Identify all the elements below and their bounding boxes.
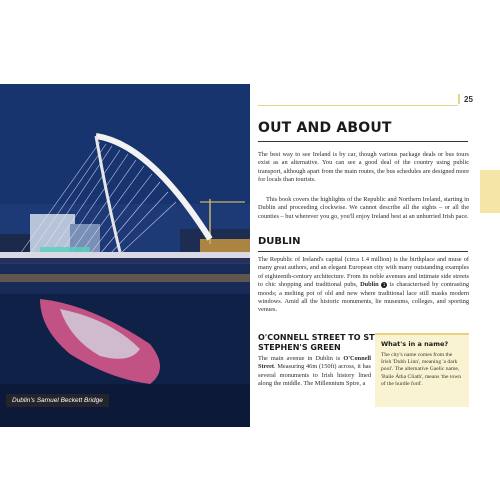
dublin-paragraph [258, 256, 469, 315]
photo-caption: Dublin's Samuel Beckett Bridge [6, 394, 109, 407]
page-number: 25 [464, 94, 473, 104]
oconnell-bold-name: O'Connell Street [258, 355, 371, 371]
oconnell-heading: O'CONNELL STREET TO ST STEPHEN'S GREEN [258, 333, 375, 352]
dublin-bold-name: Dublin [360, 281, 379, 289]
sidebar-title: What's in a name? [381, 340, 449, 348]
sidebar-text: The city's name comes from the Irish 'Dubh Linn', meaning 'a dark pool'. The alternative Gaelic name, 'Baile Átha Cliath', means 'the town of the hurdle ford'. [381, 352, 462, 387]
bridge-illustration [0, 84, 250, 427]
info-sidebar [375, 333, 469, 407]
section-title: OUT AND ABOUT [258, 120, 392, 136]
intro-paragraph-2: This book covers the highlights of the Republic and Northern Ireland, starting in Dublin and proceeding clockwise. We cannot describe all the sights – or all the counties – but wherever you go, you'll enjoy Ireland best at an unhurried Irish pace. [258, 196, 469, 220]
oconnell-paragraph [258, 355, 371, 389]
dublin-heading: DUBLIN [258, 236, 301, 247]
oconnell-text-end: . Measuring 46m (150ft) across, it has several monuments to Irish history lined along the middle. The Millennium Spire, a [258, 363, 371, 388]
dublin-text-end: is characterised by contrasting moods; a melting pot of old and new where traditional lace still masks modern windows. Amid all the historic monuments, lie museums, colleges, and sporting venues. [258, 281, 469, 314]
dublin-heading-rule [258, 251, 468, 252]
section-title-rule [258, 141, 468, 142]
map-marker-icon: 1 [382, 282, 386, 288]
page-header-rule [258, 96, 458, 106]
chapter-side-tab [480, 170, 500, 213]
page-number-accent [458, 94, 460, 104]
dublin-text-start: The Republic of Ireland's capital (circa 1.4 million) is the birthplace and muse of many great authors, and an elegant European city with many outstanding examples of eighteenth-century architecture. From its noble avenues and intimate side streets to chic shopping and traditional pubs, [258, 256, 469, 289]
page-number-area [458, 94, 473, 104]
bridge-photo [0, 84, 250, 427]
intro-paragraph-1: The best way to see Ireland is by car, though various package deals or bus tours exist as an alternative. You can see a good deal of the country using public transport, although apart from the main routes, the bus schedules are designed more for locals than tourists. [258, 151, 469, 184]
oconnell-text-start: The main avenue in Dublin is [258, 355, 344, 362]
